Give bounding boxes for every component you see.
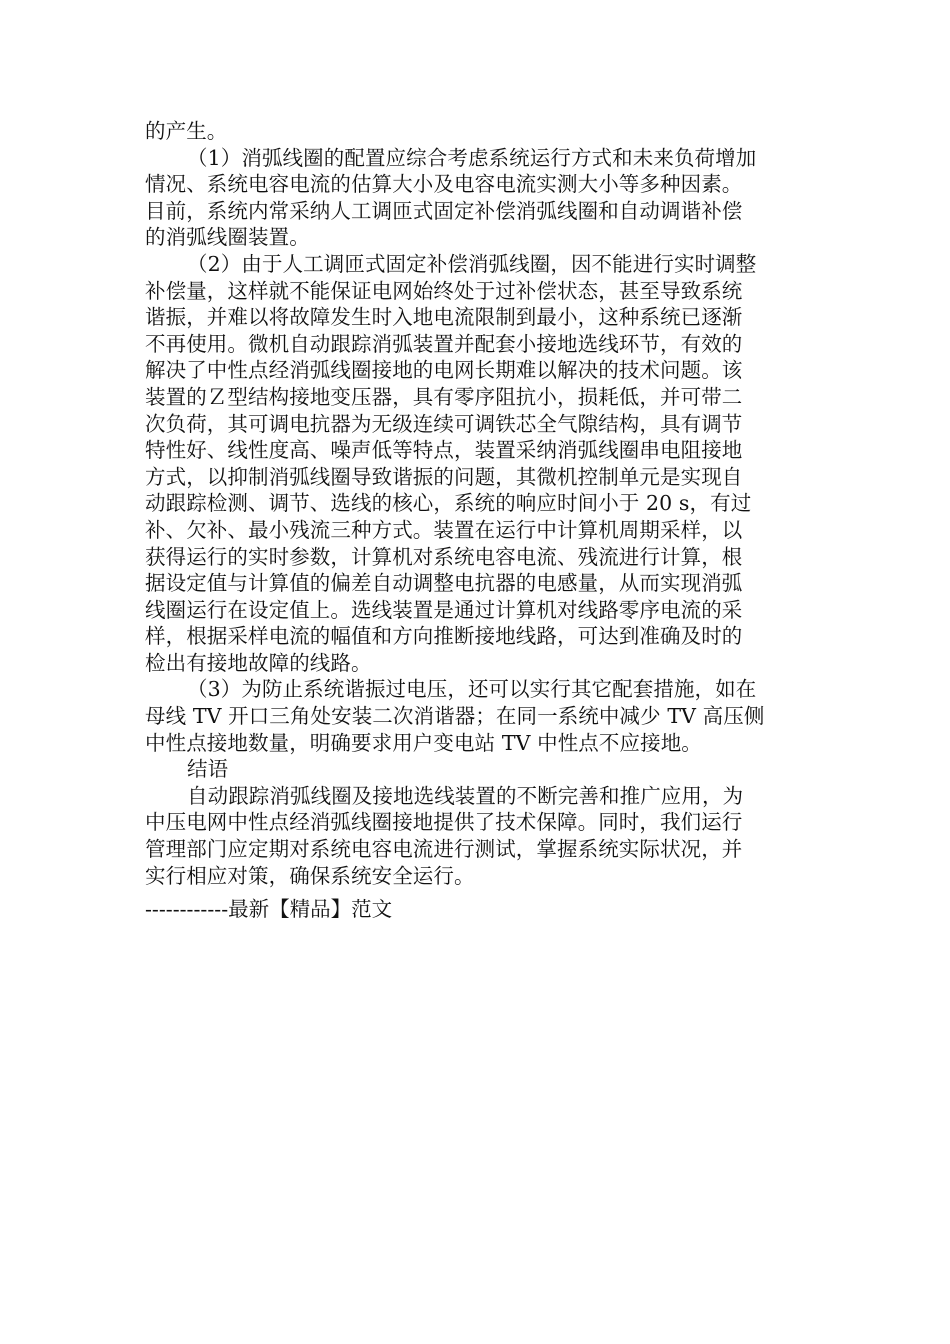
- paragraph-line: 线圈运行在设定值上。选线装置是通过计算机对线路零序电流的采: [145, 597, 743, 622]
- paragraph-line: 母线 TV 开口三角处安装二次消谐器；在同一系统中减少 TV 高压侧: [145, 704, 765, 729]
- paragraph-line: 实行相应对策，确保系统安全运行。: [145, 863, 475, 888]
- paragraph-line: 中性点接地数量，明确要求用户变电站 TV 中性点不应接地。: [145, 730, 702, 755]
- paragraph-line: 自动跟踪消弧线圈及接地选线装置的不断完善和推广应用，为: [187, 783, 744, 808]
- paragraph-line: 动跟踪检测、调节、选线的核心，系统的响应时间小于 20 s，有过: [145, 491, 752, 516]
- paragraph-line: 装置的Ｚ型结构接地变压器，具有零序阻抗小，损耗低，并可带二: [145, 384, 743, 409]
- paragraph-line: 不再使用。微机自动跟踪消弧装置并配套小接地选线环节，有效的: [145, 331, 743, 356]
- paragraph-line: （2）由于人工调匝式固定补偿消弧线圈，因不能进行实时调整: [187, 251, 757, 276]
- paragraph-line: 中压电网中性点经消弧线圈接地提供了技术保障。同时，我们运行: [145, 810, 743, 835]
- paragraph-line: 解决了中性点经消弧线圈接地的电网长期难以解决的技术问题。该: [145, 358, 743, 383]
- paragraph-line: 补、欠补、最小残流三种方式。装置在运行中计算机周期采样，以: [145, 517, 743, 542]
- paragraph-line: 的消弧线圈装置。: [145, 225, 310, 250]
- paragraph-line: 样，根据采样电流的幅值和方向推断接地线路，可达到准确及时的: [145, 624, 743, 649]
- document-body: [145, 118, 805, 889]
- footer-text: ------------最新【精品】范文: [145, 897, 393, 921]
- paragraph-line: 谐振，并难以将故障发生时入地电流限制到最小，这种系统已逐渐: [145, 305, 743, 330]
- paragraph-line: （3）为防止系统谐振过电压，还可以实行其它配套措施，如在: [187, 677, 757, 702]
- paragraph-line: 情况、系统电容电流的估算大小及电容电流实测大小等多种因素。: [145, 172, 743, 197]
- paragraph-line: 检出有接地故障的线路。: [145, 650, 372, 675]
- paragraph-line: 补偿量，这样就不能保证电网始终处于过补偿状态，甚至导致系统: [145, 278, 743, 303]
- paragraph-line: 据设定值与计算值的偏差自动调整电抗器的电感量，从而实现消弧: [145, 571, 743, 596]
- paragraph-line: 方式，以抑制消弧线圈导致谐振的问题，其微机控制单元是实现自: [145, 464, 743, 489]
- paragraph-line: 目前，系统内常采纳人工调匝式固定补偿消弧线圈和自动调谐补偿: [145, 198, 743, 223]
- paragraph-line: 管理部门应定期对系统电容电流进行测试，掌握系统实际状况，并: [145, 837, 743, 862]
- paragraph-line: 次负荷，其可调电抗器为无级连续可调铁芯全气隙结构，具有调节: [145, 411, 743, 436]
- paragraph-line: （1）消弧线圈的配置应综合考虑系统运行方式和未来负荷增加: [187, 145, 757, 170]
- paragraph-line: 的产生。: [145, 119, 228, 143]
- section-heading: 结语: [187, 757, 229, 782]
- paragraph-line: 获得运行的实时参数，计算机对系统电容电流、残流进行计算，根: [145, 544, 743, 569]
- paragraph-line: 特性好、线性度高、噪声低等特点，装置采纳消弧线圈串电阻接地: [145, 438, 743, 463]
